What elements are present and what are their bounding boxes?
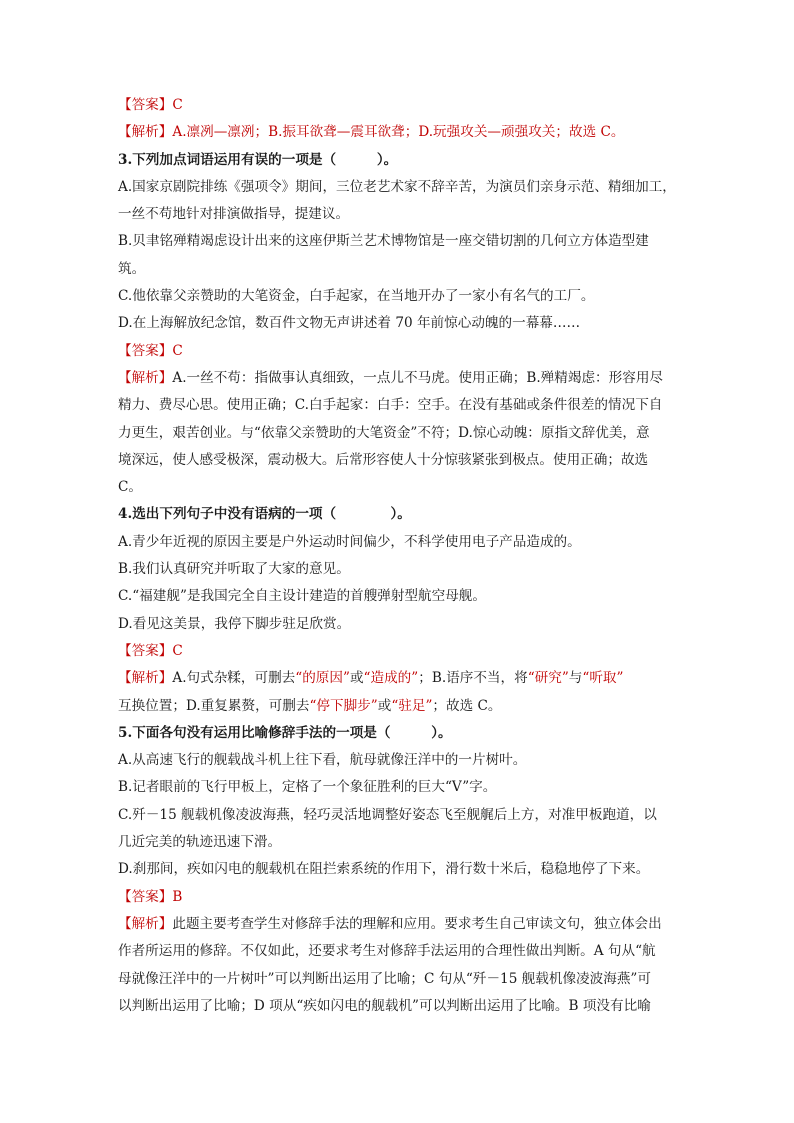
explanation-text: 或 bbox=[349, 670, 364, 687]
explanation-3-line-3: 力更生，艰苦创业。与“依靠父亲赞助的大笔资金”不符；D.惊心动魄：原指文辞优美，意 bbox=[118, 424, 650, 441]
explanation-3-line-4: 境深远，使人感受极深，震动极大。后常形容使人十分惊骇紧张到极点。使用正确；故选 bbox=[118, 451, 649, 468]
answer-4 bbox=[118, 638, 681, 665]
explanation-5-line-4: 以判断出运用了比喻；D 项从“疾如闪电的舰载机”可以判断出运用了比喻。B 项没有比喻 bbox=[118, 997, 651, 1014]
explanation-4-line-1 bbox=[118, 665, 681, 692]
question-4-option-d: D.看见这美景，我停下脚步驻足欣赏。 bbox=[118, 615, 351, 632]
explanation-text: A.凛冽—凛冽；B.振耳欲聋—震耳欲聋；D.玩强攻关—顽强攻关；故选 C。 bbox=[172, 124, 625, 141]
question-5-option-d: D.刹那间，疾如闪电的舰载机在阻拦索系统的作用下，滑行数十米后，稳稳地停了下来。 bbox=[118, 861, 650, 878]
explanation-5-line-2: 作者所运用的修辞。不仅如此，还要求考生对修辞手法运用的合理性做出判断。A 句从“航 bbox=[118, 943, 656, 960]
explanation-tag: 【解析】 bbox=[118, 670, 173, 687]
question-3-option-a-line-2: 一丝不苟地针对排演做指导，提建议。 bbox=[118, 206, 350, 223]
answer-tag: 【答案】 bbox=[118, 642, 173, 659]
answer-1 bbox=[118, 92, 681, 119]
question-5-option-c-line-2: 几近完美的轨迹迅速下滑。 bbox=[118, 834, 282, 851]
question-5-option-c-line-1: C.歼－15 舰载机像凌波海燕，轻巧灵活地调整好姿态飞至舰艉后上方，对准甲板跑道，以 bbox=[118, 806, 657, 823]
question-3-option-c: C.他依靠父亲赞助的大笔资金，白手起家，在当地开办了一家小有名气的工厂。 bbox=[118, 288, 595, 305]
answer-value: C bbox=[172, 97, 183, 113]
document-page bbox=[118, 92, 681, 1020]
question-4-stem: 4.选出下列句子中没有语病的一项（ ）。 bbox=[118, 506, 411, 523]
explanation-1 bbox=[118, 119, 681, 146]
answer-3 bbox=[118, 338, 681, 365]
question-4-option-a: A.青少年近视的原因主要是户外运动时间偏少，不科学使用电子产品造成的。 bbox=[118, 533, 581, 550]
explanation-tag: 【解析】 bbox=[118, 369, 173, 386]
question-3-option-b-line-2: 筑。 bbox=[118, 260, 146, 277]
answer-value: C bbox=[172, 642, 183, 659]
question-5-option-a: A.从高速飞行的舰载战斗机上往下看，航母就像汪洋中的一片树叶。 bbox=[118, 752, 527, 769]
explanation-text: ；故选 C。 bbox=[432, 697, 502, 714]
explanation-5-line-1 bbox=[118, 911, 681, 938]
explanation-5-line-3: 母就像汪洋中的一片树叶”可以判断出运用了比喻；C 句从“歼－15 舰载机像凌波海燕”可 bbox=[118, 970, 651, 987]
explanation-tag: 【解析】 bbox=[118, 915, 173, 932]
quoted-phrase: “研究” bbox=[527, 670, 569, 687]
explanation-text: 与 bbox=[568, 670, 583, 687]
question-5-option-b: B.记者眼前的飞行甲板上，定格了一个象征胜利的巨大“V”字。 bbox=[118, 779, 497, 796]
explanation-text: 此题主要考查学生对修辞手法的理解和应用。要求考生自己审读文句，独立体会出 bbox=[172, 915, 662, 932]
answer-tag: 【答案】 bbox=[118, 97, 173, 113]
explanation-text: 互换位置；D.重复累赘，可删去 bbox=[118, 697, 310, 714]
answer-value: C bbox=[172, 342, 183, 359]
question-3-option-d: D.在上海解放纪念馆，数百件文物无声讲述着 70 年前惊心动魄的一幕幕…… bbox=[118, 315, 581, 332]
explanation-text: ；B.语序不当，将 bbox=[418, 670, 528, 687]
question-3-option-a-line-1: A.国家京剧院排练《强项令》期间，三位老艺术家不辞辛苦，为演员们亲身示范、精细加工， bbox=[118, 178, 676, 195]
question-5-stem: 5.下面各句没有运用比喻修辞手法的一项是（ ）。 bbox=[118, 724, 452, 741]
quoted-phrase: “停下脚步” bbox=[309, 697, 378, 714]
answer-value: B bbox=[172, 888, 183, 905]
quoted-phrase: “听取” bbox=[582, 670, 624, 687]
explanation-3-line-1 bbox=[118, 365, 681, 392]
answer-tag: 【答案】 bbox=[118, 888, 173, 905]
answer-5 bbox=[118, 884, 681, 911]
answer-tag: 【答案】 bbox=[118, 342, 173, 359]
quoted-phrase: “的原因” bbox=[295, 670, 350, 687]
question-3-stem: 3.下列加点词语运用有误的一项是（ ）。 bbox=[118, 151, 398, 168]
explanation-4-line-2 bbox=[118, 693, 681, 720]
question-4-option-b: B.我们认真研究并听取了大家的意见。 bbox=[118, 561, 350, 578]
explanation-tag: 【解析】 bbox=[118, 124, 173, 141]
quoted-phrase: “造成的” bbox=[363, 670, 419, 687]
explanation-text: A.句式杂糅，可删去 bbox=[172, 670, 296, 687]
explanation-text: A.一丝不苟：指做事认真细致，一点儿不马虎。使用正确；B.殚精竭虑：形容用尽 bbox=[172, 369, 664, 386]
question-4-option-c: C.“福建舰”是我国完全自主设计建造的首艘弹射型航空母舰。 bbox=[118, 588, 486, 605]
explanation-3-line-5: C。 bbox=[118, 479, 142, 496]
explanation-text: 或 bbox=[377, 697, 392, 714]
explanation-3-line-2: 精力、费尽心思。使用正确；C.白手起家：白手：空手。在没有基础或条件很差的情况下自 bbox=[118, 397, 663, 414]
quoted-phrase: “驻足” bbox=[391, 697, 433, 714]
question-3-option-b-line-1: B.贝聿铭殚精竭虑设计出来的这座伊斯兰艺术博物馆是一座交错切割的几何立方体造型建 bbox=[118, 233, 649, 250]
